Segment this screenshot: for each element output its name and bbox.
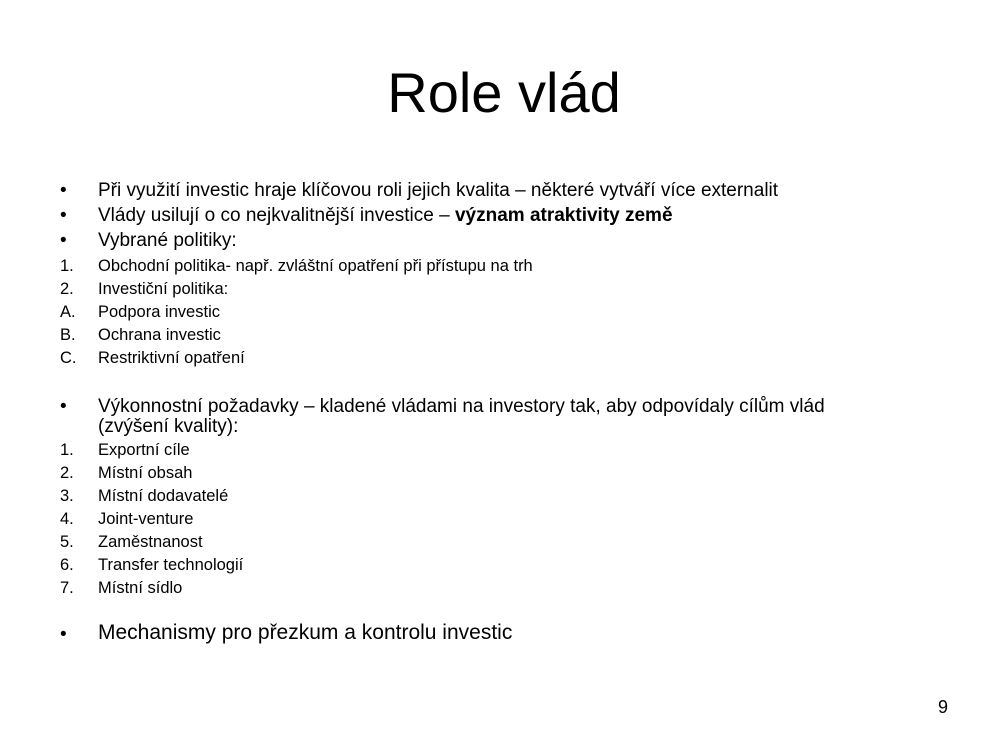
- bullet-marker: •: [60, 396, 67, 417]
- list-text: Ochrana investic: [98, 326, 221, 344]
- list-text: Místní dodavatelé: [98, 487, 229, 505]
- list-text: Joint-venture: [98, 510, 194, 528]
- list-marker: 1.: [60, 257, 74, 275]
- list-marker: 5.: [60, 533, 74, 551]
- bullet-text: (zvýšení kvality):: [98, 416, 239, 437]
- bullet-text: Mechanismy pro přezkum a kontrolu investic: [98, 621, 513, 644]
- list-text: Místní obsah: [98, 464, 193, 482]
- list-text: Restriktivní opatření: [98, 349, 245, 367]
- bullet-marker: •: [60, 180, 67, 201]
- list-text: Zaměstnanost: [98, 533, 203, 551]
- list-marker: A.: [60, 303, 76, 321]
- list-text: Investiční politika:: [98, 280, 229, 298]
- list-marker: 2.: [60, 280, 74, 298]
- list-marker: 3.: [60, 487, 74, 505]
- bullet-marker: •: [60, 624, 67, 645]
- list-marker: 6.: [60, 556, 74, 574]
- bullet-text: Výkonnostní požadavky – kladené vládami na investory tak, aby odpovídaly cílům vlád: [98, 396, 825, 417]
- list-marker: 4.: [60, 510, 74, 528]
- bullet-text: Při využití investic hraje klíčovou roli jejich kvalita – některé vytváří více externalit: [98, 180, 779, 201]
- page-number: 9: [937, 697, 948, 717]
- list-text: Místní sídlo: [98, 579, 183, 597]
- list-marker: 1.: [60, 441, 74, 459]
- bullet-text: [98, 205, 958, 227]
- list-marker: C.: [60, 349, 77, 367]
- list-marker: 7.: [60, 579, 74, 597]
- page-title: Role vlád: [387, 61, 621, 124]
- list-text: Podpora investic: [98, 303, 220, 321]
- bullet-text-plain: Vlády usilují o co nejkvalitnější investice –: [98, 205, 455, 226]
- list-marker: 2.: [60, 464, 74, 482]
- bullet-marker: •: [60, 205, 67, 226]
- bullet-text-emphasis: význam atraktivity země: [454, 205, 673, 226]
- list-text: Transfer technologií: [98, 556, 244, 574]
- bullet-marker: •: [60, 230, 67, 251]
- list-text: Exportní cíle: [98, 441, 190, 459]
- bullet-text: Vybrané politiky:: [98, 230, 237, 251]
- list-marker: B.: [60, 326, 76, 344]
- list-text: Obchodní politika- např. zvláštní opatření při přístupu na trh: [98, 257, 533, 275]
